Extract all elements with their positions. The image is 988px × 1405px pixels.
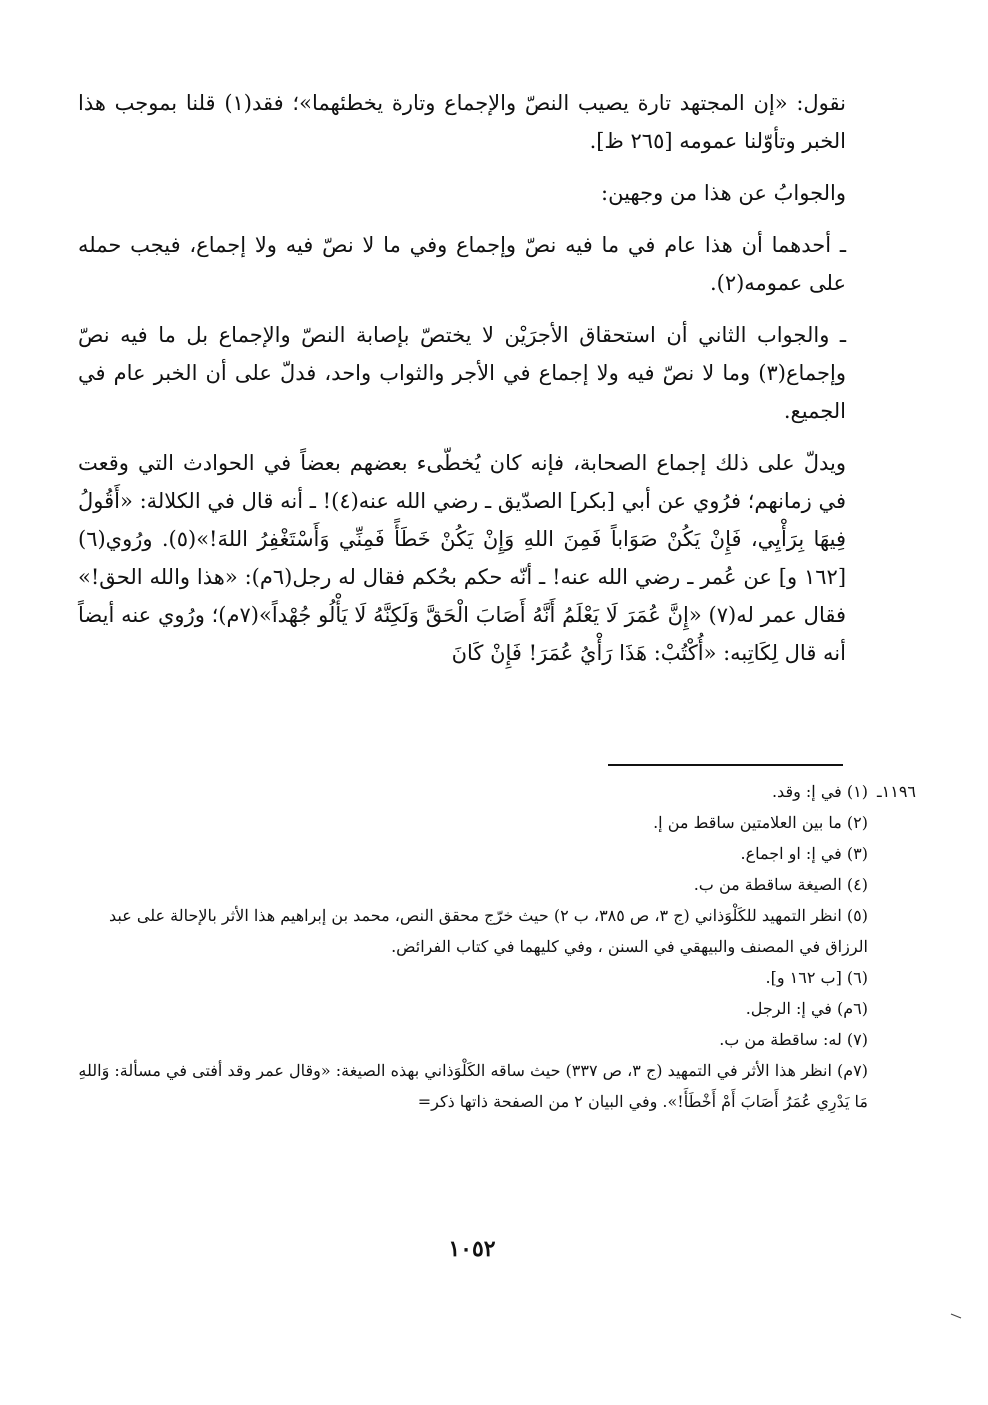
scan-speck	[950, 1312, 962, 1320]
footnote-6: (٦) [ب ١٦٢ و].	[765, 968, 868, 987]
paragraph-5: ويدلّ على ذلك إجماع الصحابة، فإنه كان يُخطّىء بعضهم بعضاً في الحوادث التي وقعت في زمانهم؛ فرُوي عن أبي [بكر] الصدّيق ـ رضي الله عنه(٤)! ـ أنه قال في الكلالة: «أَقُولُ فِيهَا بِرَأْيِي، فَإِنْ يَكُنْ صَوَاباً فَمِنَ اللهِ وَإِنْ يَكُنْ خَطَأً فَمِنِّي وَأَسْتَغْفِرُ اللهَ!»(٥). ورُوي(٦) [١٦٢ و] عن عُمر ـ رضي الله عنه! ـ أنّه حكم بحُكم فقال له رجل(٦م): «هذا والله الحق!» فقال عمر له(٧) «إِنَّ عُمَرَ لَا يَعْلَمُ أَنَّهُ أَصَابَ الْحَقَّ وَلَكِنَّهُ لَا يَأْلُو جُهْداً»(٧م)؛ ورُوي عنه أيضاً أنه قال لِكَاتِبه: «أُكْتُبْ: هَذَا رَأْيُ عُمَرَ! فَإِنْ كَانَ	[78, 451, 847, 665]
page-number: ١٠٥٢	[448, 1236, 496, 1262]
footnote-block-number: ١١٩٦ـ	[876, 782, 916, 801]
footnote-5: (٥) انظر التمهيد للكَلْوَذاني (ج ٣، ص ٣٨٥، ب ٢) حيث خرّج محقق النص، محمد بن إبراهيم هذا الأثر بالإحالة على عبد الرزاق في المصنف والبيهقي في السنن ، وفي كليهما في كتاب الفرائض.	[109, 906, 868, 956]
footnotes	[78, 776, 916, 1117]
footnote-1	[78, 776, 916, 807]
footnote-6m: (٦م) في إ: الرجل.	[745, 999, 868, 1018]
paragraph-2: والجوابُ عن هذا من وجهين:	[601, 181, 846, 205]
main-text	[78, 84, 846, 672]
footnote-text: (١) في إ: وقد.	[771, 782, 868, 801]
paragraph-1: نقول: «إن المجتهد تارة يصيب النصّ والإجماع وتارة يخطئهما»؛ فقد(١) قلنا بموجب هذا الخبر وتأوّلنا عمومه [٢٦٥ ظ].	[78, 91, 846, 153]
footnote-7m: (٧م) انظر هذا الأثر في التمهيد (ج ٣، ص ٣٣٧) حيث ساقه الكَلْوَذاني بهذه الصيغة: «وقال عمر وقد أفتى في مسألة: وَاللهِ مَا يَدْرِي عُمَرُ أَصَابَ أَمْ أَخْطَأَ!». وفي البيان ٢ من الصفحة ذاتها ذكر=	[78, 1061, 868, 1111]
paragraph-4: ـ والجواب الثاني أن استحقاق الأجرَيْن لا يختصّ بإصابة النصّ والإجماع بل ما فيه نصّ وإجماع(٣) وما لا نصّ فيه ولا إجماع في الأجر والثواب واحد، فدلّ على أن الخبر عام في الجميع.	[78, 323, 846, 423]
paragraph-3: ـ أحدهما أن هذا عام في ما فيه نصّ وإجماع وفي ما لا نصّ فيه ولا إجماع، فيجب حمله على عمومه(٢).	[78, 233, 846, 295]
footnote-2: (٢) ما بين العلامتين ساقط من إ.	[653, 813, 868, 832]
footnote-4: (٤) الصيغة ساقطة من ب.	[693, 875, 868, 894]
footnote-separator	[608, 764, 843, 766]
footnote-3: (٣) في إ: او اجماع.	[740, 844, 868, 863]
footnote-7: (٧) له: ساقطة من ب.	[719, 1030, 868, 1049]
